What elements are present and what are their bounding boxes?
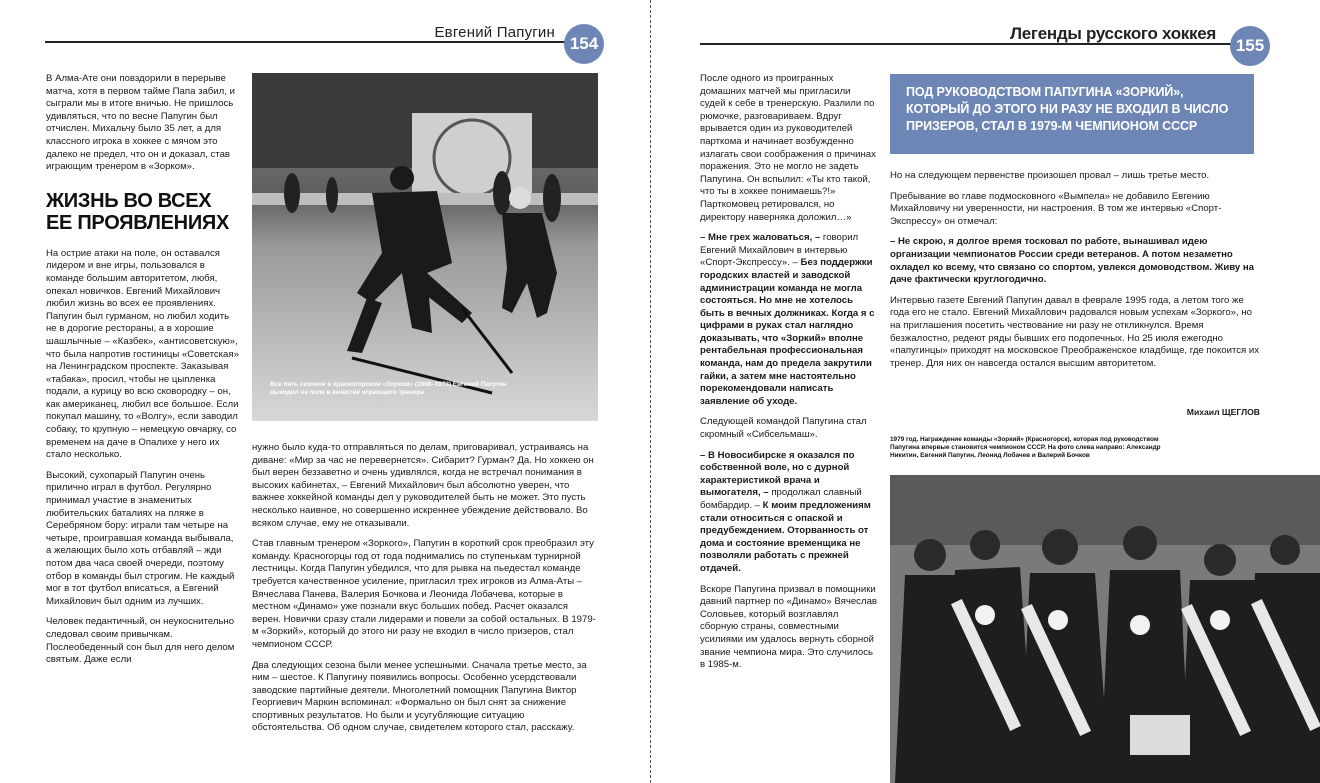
left-page [0, 0, 650, 783]
paragraph: Интервью газете Евгений Папугин давал в феврале 1995 года, а летом того же года его не стало. Евгений Михайлович радовался новым успехам «Зоркого», но на приглашения посетить чествование ни разу не откликнулся. Время безжалостно, редеют ряды бывших его подопечных. Но 25 июля ежегодно «папугинцы» приходят на московское Преображенское кладбище, где покоится их тренер. Для них он навсегда остался высшим авторитетом. [890, 294, 1260, 369]
paragraph: Но на следующем первенстве произошел провал – лишь третье место. [890, 170, 1210, 181]
paragraph: Два следующих сезона были менее успешными. Сначала третье место, за ним – шестое. К Папугину появились вопросы. Особенно усердствовали заводские партийные деятели. Многолетний помощник Папугина Виктор Георгиевич Маркин вспоминал: «Формально он был снят за снижение спортивных результатов. Но были и усугубляющие ситуацию обстоятельства. Об одном случае, свидетелем которого стал, расскажу. [252, 659, 587, 734]
interview-quote: – Не скрою, я долгое время тосковал по работе, вынашивал идею организации чемпионатов России среди ветеранов. А потом незаметно охладел ко всему, что связано со спортом, увлекся домоводством. Живу на даче фактически круглогодично. [890, 236, 1255, 286]
paragraph: Следующей командой Папугина стал скромный «Сибсельмаш». [700, 416, 867, 441]
photo-caption: 1979 год. Награждение команды «Зоркий» (Красногорск), которая под руководством Папугина впервые становится чемпионом СССР. На фото слева направо: Александр Никитин, Евгений Папугин, Леонид Лобачев и Валерий Бочков [890, 436, 1161, 459]
paragraph: Человек педантичный, он неукоснительно следовал своим привычкам. Послеобеденный сон был для него делом святым. Даже если [46, 616, 235, 666]
paragraph: Пребывание во главе подмосковного «Вымпела» не добавило Евгению Михайловичу ни уверенности, ни настроения. В том же интервью «Спорт-Экспрессу» он отмечал: [890, 190, 1222, 227]
author-signature: Михаил ЩЕГЛОВ [1186, 407, 1260, 417]
paragraph: В Алма-Ате они повздорили в перерыве матча, хотя в первом тайме Папа забил, и сыграли мы в итоге вничью. Не пришлось удивляться, что по весне Папугин был отчислен. Михальчу было 35 лет, а для классного игрока в хоккее с мячом это далеко не предел, что он и доказал, став играющим тренером в «Зорком». [46, 73, 235, 173]
running-head: Легенды русского хоккея [1010, 24, 1216, 43]
paragraph: После одного из проигранных домашних матчей мы пригласили судей к себе в тренерскую. Разлили по рюмочке, разговариваем. Вдруг врывается один из руководителей парткома и начинает возбужденно излагать свои соображения о причинах поражения. Это не могло не задеть Папугина. Он вспылил: «Ты кто такой, что ты в хоккее понимаешь?!» Парткомовец ретировался, но директору наверняка доложил…» [700, 73, 876, 223]
page-number: 154 [564, 24, 604, 64]
right-page [652, 0, 1320, 783]
header-rule [45, 41, 570, 43]
photo-illustration [890, 475, 1320, 783]
paragraph: Став главным тренером «Зоркого», Папугин в короткий срок преобразил эту команду. Красногорцы год от года поднимались по ступенькам турнирной лестницы. Когда Папугин убедился, что для рывка на пьедестал команде требуется качественное усиление, пригласил трех игроков из Алма-Аты – Вячеслава Панева, Валерия Бочкова и Леонида Лобачева, которые в местном «Динамо» уже познали вкус больших побед. Расчет оказался верен. Новички сразу стали лидерами и повели за собой остальных. В 1979-м «Зоркий», который до этого ни разу не входил в число призеров, стал чемпионом СССР. [252, 538, 596, 650]
paragraph: На острие атаки на поле, он оставался лидером и вне игры, пользовался в команде большим авторитетом, любя, опекал новичков. Евгений Михайлович любил жизнь во всех ее проявлениях. Папугин был гурманом, но любил ходить не в дорогие рестораны, а в хорошие шашлычные – «Казбек», «антисоветскую», что была напротив гостиницы «Советская» на Ленинградском проспекте. Заказывая «табака», просил, чтобы не цыпленка подали, а курицу во всю сковородку – он, как американец, любил все большое. Если покупал машину, то «Волгу», если заводил собаку, то крупную – немецкую овчарку, со временем на даче в Опалихе у него их стало несколько. [46, 247, 239, 461]
running-head: Евгений Папугин [434, 24, 555, 41]
paragraph: Вскоре Папугина призвал в помощники давний партнер по «Динамо» Вячеслав Соловьев, который возглавлял сборную страны, совместными усилиями им удалось вернуть сборной звание чемпиона мира. Это случилось в 1985-м. [700, 583, 877, 671]
interview-quote: – В Новосибирске я оказался по собственной воле, но с дурной характеристикой врача и вымогателя, – продолжал славный бомбардир. – К моим предложениям стали относиться с опаской и предубеждением. Оторванность от дома и состояние временщика не позволяли работать с прежней отдачей. [700, 449, 871, 574]
photo-illustration [252, 73, 598, 421]
pull-quote: ПОД РУКОВОДСТВОМ ПАПУГИНА «ЗОРКИЙ», КОТОРЫЙ ДО ЭТОГО НИ РАЗУ НЕ ВХОДИЛ В ЧИСЛО ПРИЗЕРОВ, СТАЛ В 1979-М ЧЕМПИОНОМ СССР [890, 74, 1254, 154]
right-column-2 [890, 170, 1260, 378]
award-ceremony-photo [890, 475, 1320, 783]
section-heading: ЖИЗНЬ ВО ВСЕХ ЕЕ ПРОЯВЛЕНИЯХ [46, 189, 230, 234]
page-gutter [650, 0, 651, 783]
left-column-1 [46, 73, 241, 675]
page-number: 155 [1230, 26, 1270, 66]
interview-quote: – Мне грех жаловаться, – говорил Евгений Михайлович в интервью «Спорт-Экспрессу». – Без поддержки городских властей и заводской администрации команда не могла состояться. Но мне не хотелось быть в вечных должниках. Когда я с цифрами в руках стал наглядно доказывать, что «Зоркий» вполне рентабельная профессиональная команда, нам до предела закрутили гайки, а затем мне настоятельно порекомендовали написать заявление об уходе. [700, 232, 875, 407]
right-column-1 [700, 73, 878, 680]
photo-caption: Все пять сезонов в красногорском «Зорком» (1968–1973) Евгений Папугин выходил на поле в качестве играющего тренера [270, 381, 507, 396]
hockey-action-photo [252, 73, 598, 421]
left-column-2 [252, 442, 598, 743]
paragraph: нужно было куда-то отправляться по делам, приговаривал, устраиваясь на диване: «Мир за час не перевернется». Сибарит? Гурман? Да. Но хоккею он был верен беззаветно и очень удивлялся, когда не встречал понимания в высоких кабинетах, – Евгений Михайлович был абсолютно уверен, что важнее хоккейной команды дел у руководителей быть не может. Это пусть несколько наивное, но совершенно искреннее убеждение действовало. Во всяком случае, ему не отказывали. [252, 442, 594, 529]
paragraph: Высокий, сухопарый Папугин очень прилично играл в футбол. Регулярно принимал участие в знаменитых любительских баталиях на пляже в Серебряном бору: играли там четыре на четыре, проигравшая команда выбывала, а желающих было хоть отбавляй – жди потом два часа своей очереди, поэтому отбор в команды был строгим. Не каждый мог в тот футбол вписаться, а Евгений Михайлович был одним из лучших. [46, 469, 235, 607]
